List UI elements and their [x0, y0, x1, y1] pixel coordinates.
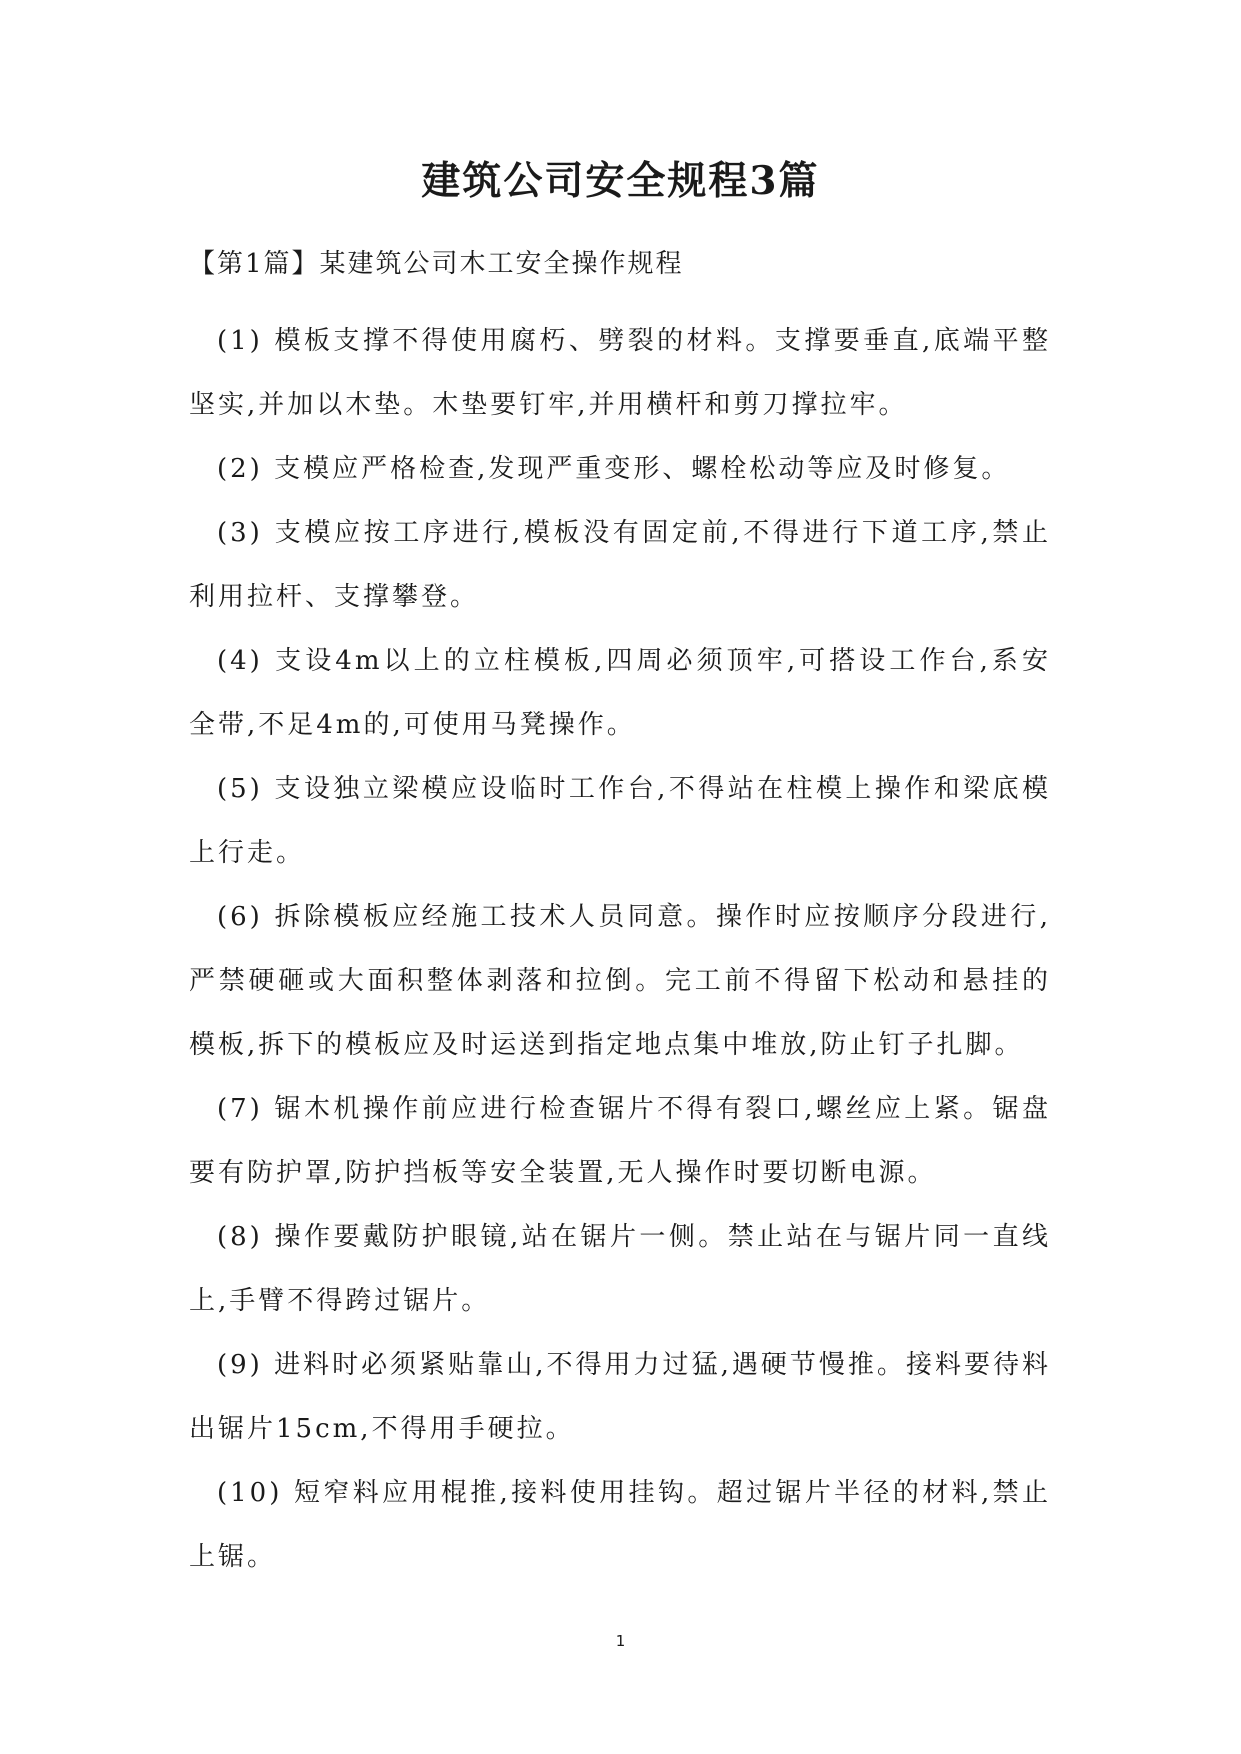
paragraph-4: (4) 支设4m以上的立柱模板,四周必须顶牢,可搭设工作台,系安全带,不足4m的,可使用马凳操作。	[189, 646, 1051, 740]
paragraph-6: (6) 拆除模板应经施工技术人员同意。操作时应按顺序分段进行,严禁硬砸或大面积整体剥落和拉倒。完工前不得留下松动和悬挂的模板,拆下的模板应及时运送到指定地点集中堆放,防止钉子扎脚。	[189, 902, 1051, 1060]
paragraph-7: (7) 锯木机操作前应进行检查锯片不得有裂口,螺丝应上紧。锯盘要有防护罩,防护挡板等安全装置,无人操作时要切断电源。	[189, 1094, 1051, 1188]
document-body	[189, 309, 1051, 1589]
paragraph-10: (10) 短窄料应用棍推,接料使用挂钩。超过锯片半径的材料,禁止上锯。	[189, 1478, 1051, 1572]
paragraph-2: (2) 支模应严格检查,发现严重变形、螺栓松动等应及时修复。	[217, 454, 1011, 484]
document-title: 建筑公司安全规程3篇	[421, 158, 820, 204]
paragraph-1: (1) 模板支撑不得使用腐朽、劈裂的材料。支撑要垂直,底端平整坚实,并加以木垫。木垫要钉牢,并用横杆和剪刀撑拉牢。	[189, 326, 1051, 420]
paragraph-3: (3) 支模应按工序进行,模板没有固定前,不得进行下道工序,禁止利用拉杆、支撑攀登。	[189, 518, 1051, 612]
paragraph-9: (9) 进料时必须紧贴靠山,不得用力过猛,遇硬节慢推。接料要待料出锯片15cm,不得用手硬拉。	[189, 1350, 1051, 1444]
paragraph-8: (8) 操作要戴防护眼镜,站在锯片一侧。禁止站在与锯片同一直线上,手臂不得跨过锯片。	[189, 1222, 1051, 1316]
section-heading: 【第1篇】某建筑公司木工安全操作规程	[189, 249, 684, 279]
paragraph-5: (5) 支设独立梁模应设临时工作台,不得站在柱模上操作和梁底模上行走。	[189, 774, 1051, 868]
page-number: 1	[615, 1632, 626, 1650]
